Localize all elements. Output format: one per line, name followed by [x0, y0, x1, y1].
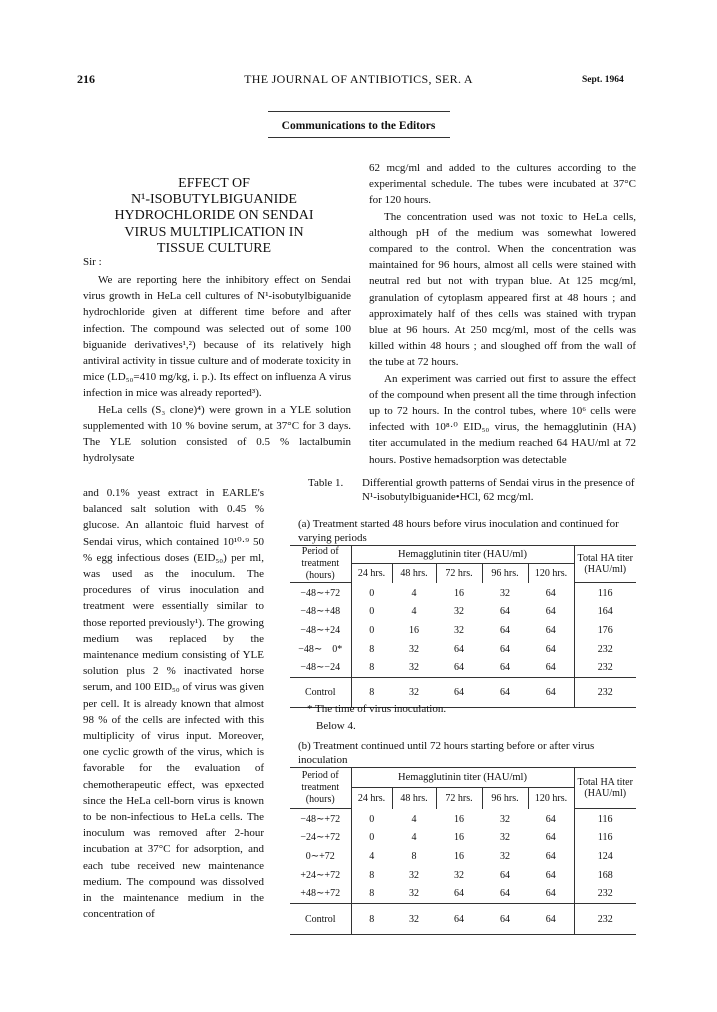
table-row	[290, 602, 636, 621]
journal-title: THE JOURNAL OF ANTIBIOTICS, SER. A	[244, 72, 473, 86]
issue-date: Sept. 1964	[582, 75, 624, 85]
table-cell: −48∼ 0*	[290, 640, 351, 659]
table-cell: −48∼+72	[290, 809, 351, 828]
table-cell: 0∼+72	[290, 847, 351, 866]
paragraph: We are reporting here the inhibitory effect on Sendai virus growth in HeLa cell cultures of N¹-isobutylbiguanide hydrochloride given at different time before and after infection. The compound was selected out of some 100 biguanide derivatives¹,²) because of its relatively high antiviral activity in tissue culture and of moderate toxicity in mice (LD₅₀=410 mg/kg, i. p.). Its effect on influenza A virus infection in mice was already reported³).	[83, 274, 351, 400]
table-cell: 0	[369, 624, 375, 636]
section-rule-top	[268, 111, 450, 112]
table-note-below: Below 4.	[316, 720, 356, 732]
table-cell: Control	[290, 678, 351, 708]
table-cell: 64	[454, 643, 464, 655]
table-cell: Control	[290, 904, 351, 935]
time-header: 72 hrs.	[436, 564, 482, 583]
table-cell: 4	[411, 588, 417, 599]
table-cell: 8	[369, 913, 375, 925]
table-cell: 16	[454, 588, 464, 599]
table-cell: 64	[454, 662, 464, 674]
table-cell: 0	[369, 588, 375, 599]
table-row	[290, 583, 636, 602]
table-cell: 64	[545, 643, 556, 655]
table-cell: 32	[500, 588, 510, 599]
table-cell: 64	[454, 888, 464, 900]
column-header-total: Total HA titer (HAU/ml)	[574, 768, 636, 809]
paragraph: and 0.1% yeast extract in EARLE's balanced salt solution with 0.45 % glucose. An allantoic fluid harvest of Sendai virus, which contained 10¹⁰·⁹ 50 % egg infectious doses (EID₅₀) per ml, was used as the inoculum. The procedures of virus inoculation and treatment were essentially similar to those reported previously¹). The growing medium was replaced by the maintenance medium consisting of YLE solution plus 2 % inactivated horse serum, and 100 EID₅₀ of virus was given per cell. It is already known that almost 98 % of the cells are infected with this multiplicity of virus input. Moreover, one cyclic growth of the virus, which is favorable for the evaluation of chemotherapeutic effect, was epxected since the HeLa cell-born virus is known to be non-infectious to HeLa cells. The inoculum was removed after 2-hour incubation at 37°C for adsorption, and each tube received new maintenance medium. The compound was dissolved in the maintenance medium in the concentration of	[83, 487, 264, 921]
time-header: 120 hrs.	[534, 567, 568, 579]
page-number: 216	[77, 72, 95, 86]
table-row	[290, 809, 636, 828]
table-cell: 64	[500, 643, 510, 655]
table-cell: +48∼+72	[290, 885, 351, 904]
time-header: 24 hrs.	[351, 788, 392, 809]
title-line: N¹-ISOBUTYLBIGUANIDE	[131, 192, 297, 208]
column-header-period: Period of treatment (hours)	[290, 546, 351, 583]
table-cell: 116	[574, 809, 636, 828]
table-cell: 64	[545, 662, 556, 674]
table-cell: 32	[409, 687, 419, 698]
table-cell: 232	[574, 904, 636, 935]
table-cell: 32	[454, 605, 464, 617]
table-cell: 32	[454, 869, 464, 881]
table-cell: 0	[369, 831, 375, 843]
paragraph: 62 mcg/ml and added to the cultures according to the experimental schedule. The tubes were incubated at 37°C for 120 hours.	[369, 162, 636, 207]
table-cell: 232	[574, 678, 636, 708]
table-row	[290, 866, 636, 885]
table-cell: 16	[454, 850, 464, 862]
table-cell: 64	[500, 662, 510, 674]
table-cell: 32	[454, 624, 464, 636]
left-column-text	[83, 272, 351, 466]
title-line: EFFECT OF	[178, 176, 250, 191]
paragraph: An experiment was carried out first to assure the effect of the compound when present all the time through infection up to 72 hours. In the control tubes, where 10⁶ cells were infected with 10⁸·⁰ EID₅₀ virus, the hemagglutinin (HA) titer accumulated in the medium reached 64 HAU/ml at 72 hours. Postive hemadsorption was detectable	[369, 372, 636, 466]
table-cell: 64	[454, 913, 464, 925]
table-row	[290, 828, 636, 847]
table-cell: 116	[574, 583, 636, 602]
table-cell: 16	[454, 814, 464, 825]
time-header: 48 hrs.	[392, 564, 436, 583]
table-cell: 32	[409, 643, 419, 655]
table-cell: 0	[369, 814, 375, 825]
table-cell: 8	[369, 687, 375, 698]
table-cell: 64	[454, 687, 464, 698]
table-row	[290, 847, 636, 866]
table-cell: 64	[545, 869, 556, 881]
column-header-period: Period of treatment (hours)	[290, 768, 351, 809]
title-line: VIRUS MULTIPLICATION IN	[124, 224, 304, 240]
table-cell: 32	[409, 869, 419, 881]
table-cell: 8	[411, 850, 417, 862]
table-cell: 32	[409, 662, 419, 674]
table-cell: 64	[545, 831, 556, 843]
table-cell: 64	[545, 687, 556, 698]
table-cell: 64	[500, 605, 510, 617]
time-header: 120 hrs.	[534, 792, 568, 804]
time-header: 96 hrs.	[482, 564, 528, 583]
table-cell: 232	[574, 640, 636, 659]
table-cell: 64	[545, 913, 556, 925]
narrow-column-text	[83, 485, 264, 922]
table-cell: 32	[409, 913, 419, 925]
table-cell: 4	[411, 831, 417, 843]
table-cell: 164	[574, 602, 636, 621]
time-header: 24 hrs.	[351, 564, 392, 583]
table-cell: 64	[545, 814, 556, 825]
paragraph: HeLa cells (S₃ clone)⁴) were grown in a YLE solution supplemented with 10 % bovine serum, at 37°C for 3 days. The YLE solution consisted of 0.5 % lactalbumin hydrolysate	[83, 403, 351, 465]
column-header-total: Total HA titer (HAU/ml)	[574, 546, 636, 583]
column-header-ha: Hemagglutinin titer (HAU/ml)	[351, 768, 574, 788]
table-caption-text: Differential growth patterns of Sendai virus in the presence of N¹-isobutylbiguanide•HCl, 62 mcg/ml.	[362, 477, 635, 503]
title-line: HYDROCHLORIDE ON SENDAI	[114, 208, 314, 224]
table-cell: 32	[500, 831, 510, 843]
table-label: Table 1.	[308, 477, 344, 489]
table-cell: −24∼+72	[290, 828, 351, 847]
table-cell: 4	[411, 814, 417, 825]
table-cell: 64	[500, 869, 510, 881]
table-cell: 16	[409, 624, 419, 636]
time-header: 96 hrs.	[482, 788, 528, 809]
table-row	[290, 621, 636, 640]
table-cell: 32	[500, 850, 510, 862]
table-cell: 64	[545, 888, 556, 900]
right-column-text	[369, 160, 636, 468]
table-cell: 168	[574, 866, 636, 885]
table-cell: 64	[500, 888, 510, 900]
table-cell: 64	[500, 913, 510, 925]
table-footnote: * The time of virus inoculation.	[307, 703, 447, 715]
table-cell: 8	[369, 888, 375, 900]
column-header-ha: Hemagglutinin titer (HAU/ml)	[351, 546, 574, 564]
table-cell: 16	[454, 831, 464, 843]
table-cell: 8	[369, 869, 375, 881]
table-cell: 64	[545, 605, 556, 617]
table-cell: 4	[411, 605, 417, 617]
table-cell: −48∼+48	[290, 602, 351, 621]
table-cell: 32	[409, 888, 419, 900]
table-cell: 64	[545, 850, 556, 862]
section-rule-bottom	[268, 137, 450, 138]
table-cell: +24∼+72	[290, 866, 351, 885]
paragraph: The concentration used was not toxic to HeLa cells, although pH of the medium was somewhat lowered compared to the control. When the concentration was maintained for 96 hours, almost all cells were stained with neutral red but not with trypan blue. At 125 mcg/ml, granulation of cytoplasm appeared first at 48 hours ; and approximately half of thes cells was stained with trypan blue at 96 hours. At 250 mcg/ml, most of the cells was killed within 48 hours ; and sloughed off from the wall of the tube at 72 hours.	[369, 210, 636, 369]
table-cell: 8	[369, 643, 375, 655]
table-cell: 8	[369, 662, 375, 674]
table-row	[290, 640, 636, 659]
table-cell: 64	[500, 687, 510, 698]
table-b	[290, 767, 636, 935]
table-cell: 232	[574, 885, 636, 904]
table-cell: 124	[574, 847, 636, 866]
subtable-b-title: (b) Treatment continued until 72 hours starting before or after virus inoculation	[298, 740, 595, 766]
table-cell: 64	[500, 624, 510, 636]
article-title	[84, 176, 344, 257]
table-a	[290, 545, 636, 708]
title-line: TISSUE CULTURE	[156, 240, 272, 256]
time-header: 72 hrs.	[436, 788, 482, 809]
table-cell: −48∼+24	[290, 621, 351, 640]
section-heading: Communications to the Editors	[281, 120, 436, 132]
subtable-a-title: (a) Treatment started 48 hours before virus inoculation and continued for varying periods	[298, 518, 619, 544]
table-cell: −48∼+72	[290, 583, 351, 602]
table-row	[290, 885, 636, 904]
table-cell: 32	[500, 814, 510, 825]
table-cell: 4	[369, 850, 375, 862]
salutation: Sir :	[83, 256, 102, 268]
table-cell: −48∼−24	[290, 659, 351, 678]
time-header: 48 hrs.	[392, 788, 436, 809]
table-cell: 64	[545, 624, 556, 636]
table-row	[290, 659, 636, 678]
table-cell: 0	[369, 605, 375, 617]
table-cell: 176	[574, 621, 636, 640]
table-cell: 232	[574, 659, 636, 678]
table-cell: 116	[574, 828, 636, 847]
table-cell: 64	[545, 588, 556, 599]
